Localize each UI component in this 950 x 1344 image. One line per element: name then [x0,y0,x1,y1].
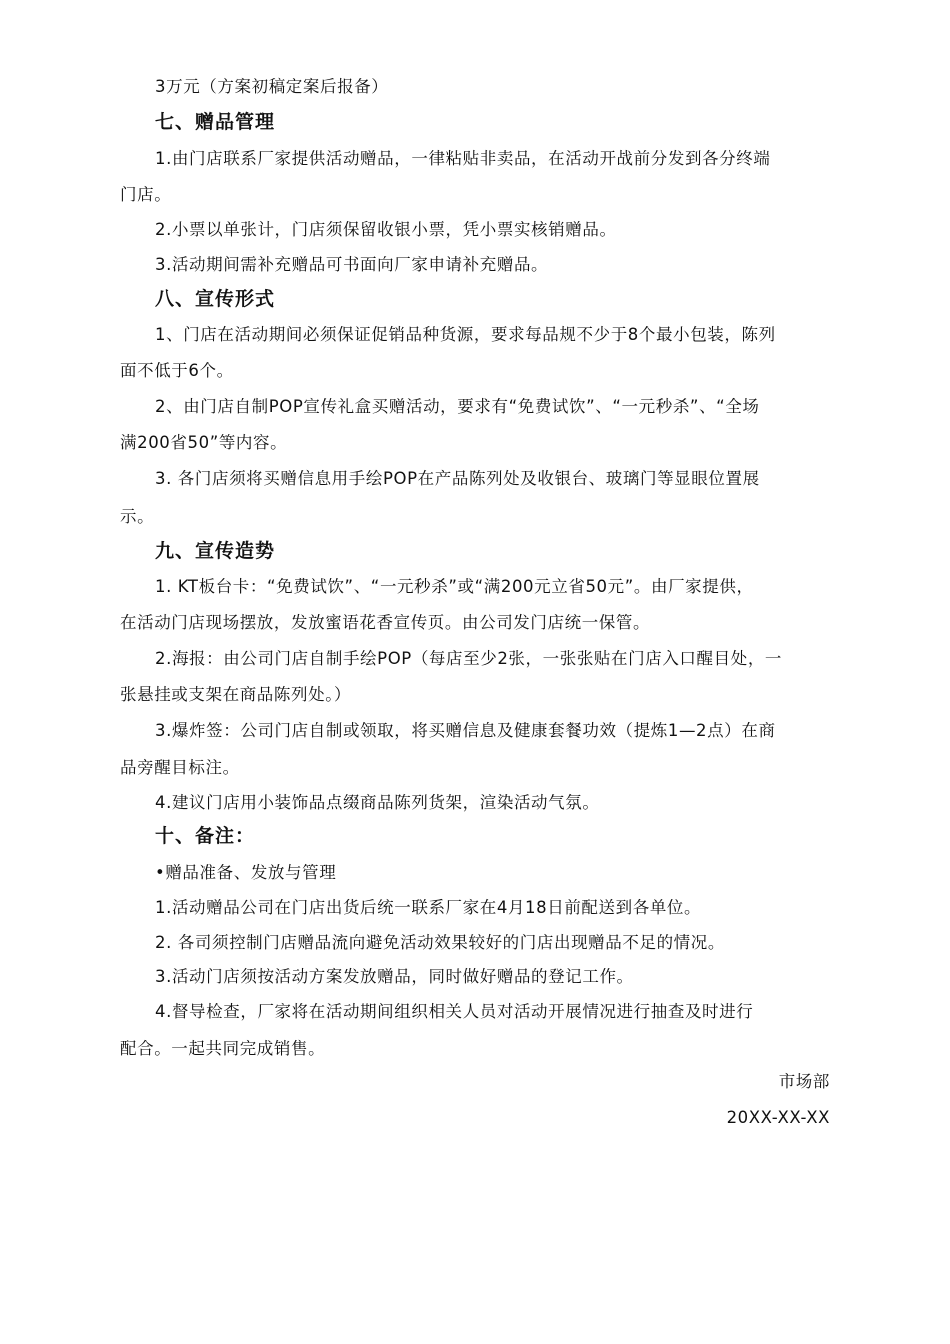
section-9-item-4: 4.建议门店用小装饰品点缀商品陈列货架，渲染活动气氛。 [155,793,600,812]
section-8-item-3-line-2: 示。 [120,507,155,526]
section-10-bullet: •赠品准备、发放与管理 [155,863,337,882]
section-8-item-2-line-1: 2、由门店自制POP宣传礼盒买赠活动，要求有“免费试饮”、“一元秒杀”、“全场 [155,397,760,416]
section-10-item-1: 1.活动赠品公司在门店出货后统一联系厂家在4月18日前配送到各单位。 [155,898,702,917]
section-9-item-2-line-2: 张悬挂或支架在商品陈列处。） [120,685,352,704]
section-9-heading: 九、宣传造势 [155,540,276,562]
section-7-item-3: 3.活动期间需补充赠品可书面向厂家申请补充赠品。 [155,255,549,274]
section-7-item-1-line-2: 门店。 [120,185,172,204]
signature-department: 市场部 [778,1072,830,1091]
section-7-heading: 七、赠品管理 [155,111,276,133]
section-10-item-2: 2. 各司须控制门店赠品流向避免活动效果较好的门店出现赠品不足的情况。 [155,933,725,952]
section-9-item-1-line-2: 在活动门店现场摆放，发放蜜语花香宣传页。由公司发门店统一保管。 [120,613,651,632]
section-7-item-2: 2.小票以单张计，门店须保留收银小票，凭小票实核销赠品。 [155,220,617,239]
signature-date: 20XX-XX-XX [726,1108,830,1127]
section-8-heading: 八、宣传形式 [155,288,276,310]
section-8-item-1-line-1: 1、门店在活动期间必须保证促销品种货源，要求每品规不少于8个最小包装，陈列 [155,325,776,344]
section-9-item-1-line-1: 1. KT板台卡：“免费试饮”、“一元秒杀”或“满200元立省50元”。由厂家提供， [155,577,754,596]
section-9-item-3-line-2: 品旁醒目标注。 [120,758,240,777]
section-8-item-3-line-1: 3. 各门店须将买赠信息用手绘POP在产品陈列处及收银台、玻璃门等显眼位置展 [155,469,760,488]
section-8-item-2-line-2: 满200省50”等内容。 [120,433,288,452]
section-8-item-1-line-2: 面不低于6个。 [120,361,234,380]
section-9-item-3-line-1: 3.爆炸签：公司门店自制或领取，将买赠信息及健康套餐功效（提炼1—2点）在商 [155,721,776,740]
section-7-item-1-line-1: 1.由门店联系厂家提供活动赠品，一律粘贴非卖品，在活动开战前分发到各分终端 [155,149,771,168]
section-9-item-2-line-1: 2.海报：由公司门店自制手绘POP（每店至少2张，一张张贴在门店入口醒目处，一 [155,649,783,668]
section-10-item-4-line-2: 配合。一起共同完成销售。 [120,1039,326,1058]
section-10-item-3: 3.活动门店须按活动方案发放赠品，同时做好赠品的登记工作。 [155,967,634,986]
intro-text: 3万元（方案初稿定案后报备） [155,77,389,96]
section-10-item-4-line-1: 4.督导检查，厂家将在活动期间组织相关人员对活动开展情况进行抽查及时进行 [155,1002,754,1021]
section-10-heading: 十、备注： [155,825,256,847]
